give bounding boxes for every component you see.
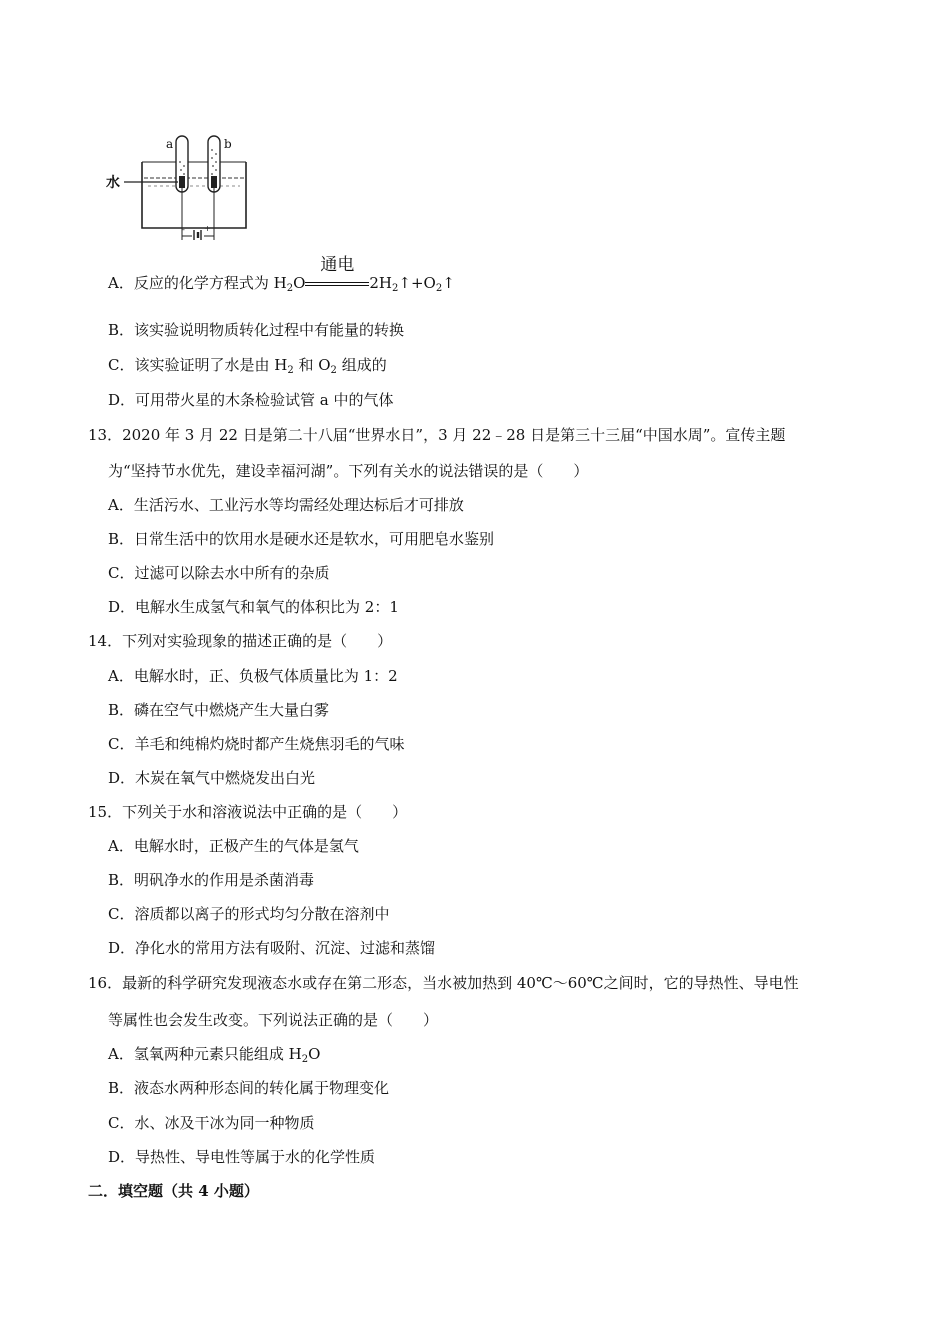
q15-option-c: C．溶质都以离子的形式均匀分散在溶剂中 — [108, 905, 390, 923]
q13-stem-line1: 13．2020 年 3 月 22 日是第二十八届“世界水日”，3 月 22﹣28 日是第三十三届“中国水周”。宣传主题 — [88, 426, 786, 444]
q15-option-b: B．明矾净水的作用是杀菌消毒 — [108, 871, 315, 889]
q15-option-d: D．净化水的常用方法有吸附、沉淀、过滤和蒸馏 — [108, 939, 436, 957]
tube-b-label: b — [224, 137, 232, 151]
q16-option-a: A．氢氧两种元素只能组成 $H_2O$ — [108, 1045, 321, 1065]
reaction-condition: 通电 — [320, 255, 355, 275]
section-heading-fill-blank: 二．填空题（共 4 小题） — [88, 1182, 259, 1200]
svg-text:-: - — [182, 225, 185, 234]
q16-option-d: D．导热性、导电性等属于水的化学性质 — [108, 1148, 376, 1166]
q13-option-d: D．电解水生成氢气和氧气的体积比为 2：1 — [108, 598, 399, 616]
q12-option-b: B．该实验说明物质转化过程中有能量的转换 — [108, 321, 405, 339]
q14-option-b: B．磷在空气中燃烧产生大量白雾 — [108, 701, 330, 719]
q12-option-c: C．该实验证明了水是由 $H_2$ 和 $O_2$ 组成的 — [108, 356, 387, 376]
q14-option-a: A．电解水时，正、负极气体质量比为 1：2 — [108, 667, 398, 685]
q13-option-b: B．日常生活中的饮用水是硬水还是软水，可用肥皂水鉴别 — [108, 530, 495, 548]
q16-option-c: C．水、冰及干冰为同一种物质 — [108, 1114, 315, 1132]
q13-option-a: A．生活污水、工业污水等均需经处理达标后才可排放 — [108, 496, 464, 514]
q12-option-a: A．反应的化学方程式为 $H_2O$ 通电 $2H_2↑+O_2↑$ — [108, 255, 455, 294]
tube-a-label: a — [166, 137, 174, 151]
q13-option-c: C．过滤可以除去水中所有的杂质 — [108, 564, 330, 582]
q15-stem: 15．下列关于水和溶液说法中正确的是（ ） — [88, 803, 408, 821]
q16-stem-line1: 16．最新的科学研究发现液态水或存在第二形态，当水被加热到 40℃～60℃之间时，它的导热性、导电性 — [88, 974, 799, 992]
q14-option-c: C．羊毛和纯棉灼烧时都产生烧焦羽毛的气味 — [108, 735, 405, 753]
q15-option-a: A．电解水时，正极产生的气体是氢气 — [108, 837, 359, 855]
q14-stem: 14．下列对实验现象的描述正确的是（ ） — [88, 632, 393, 650]
q14-option-d: D．木炭在氧气中燃烧发出白光 — [108, 769, 316, 787]
q16-stem-line2: 等属性也会发生改变。下列说法正确的是（ ） — [108, 1011, 439, 1029]
reaction-condition-arrow — [305, 255, 369, 293]
water-label: 水 — [106, 175, 120, 191]
q13-stem-line2: 为“坚持节水优先，建设幸福河湖”。下列有关水的说法错误的是（ ） — [108, 462, 589, 480]
q16-option-b: B．液态水两种形态间的转化属于物理变化 — [108, 1079, 390, 1097]
svg-text:+: + — [204, 224, 211, 233]
electrolysis-apparatus-figure — [104, 128, 254, 240]
q12-option-d: D．可用带火星的木条检验试管 a 中的气体 — [108, 391, 394, 409]
